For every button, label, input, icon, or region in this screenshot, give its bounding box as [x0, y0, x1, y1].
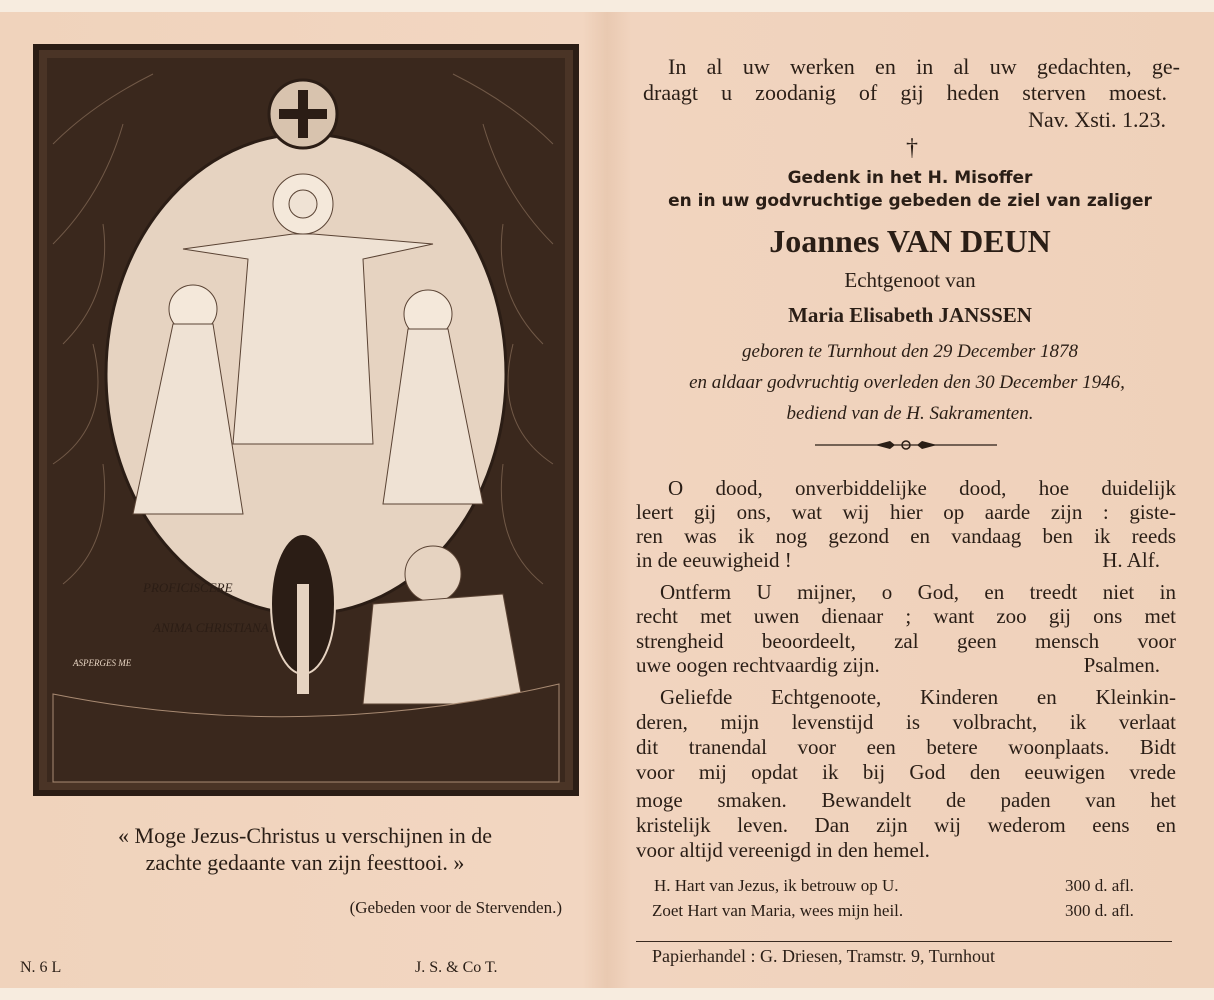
devotional-illustration: [33, 44, 579, 796]
paragraph-2-line-1: Ontferm U mijner, o God, en treedt niet in: [660, 580, 1176, 604]
paragraph-3-line-5: moge smaken. Bewandelt de paden van het: [636, 788, 1176, 812]
spouse-name: Maria Elisabeth JANSSEN: [788, 303, 1032, 327]
caption-line-2: zachte gedaante van zijn feesttooi. »: [145, 850, 465, 875]
paragraph-1-line-4: in de eeuwigheid !: [636, 548, 792, 572]
paragraph-2-line-2: recht met uwen dienaar ; want zoo gij ons met: [636, 604, 1176, 628]
indulgence-2-value: 300 d. afl.: [1065, 901, 1134, 920]
caption-line-1: « Moge Jezus-Christus u verschijnen in de: [118, 823, 492, 848]
scan-edge-top: [0, 0, 1214, 12]
remember-line-1: Gedenk in het H. Misoffer: [787, 168, 1033, 188]
indulgence-2-text: Zoet Hart van Maria, wees mijn heil.: [652, 901, 904, 920]
caption-source: (Gebeden voor de Stervenden.): [349, 898, 562, 917]
death-line: en aldaar godvruchtig overleden den 30 December 1946,: [689, 372, 1125, 393]
paragraph-3-line-4: voor mij opdat ik bij God den eeuwigen vrede: [636, 760, 1176, 784]
paragraph-1-line-3: ren was ik nog gezond en vandaag ben ik reeds: [636, 524, 1176, 548]
epigraph-line-2: draagt u zoodanig of gij heden sterven moest.: [643, 80, 1167, 105]
ornament-divider: [815, 438, 997, 452]
banner-inscription-1: PROFICISCERE: [143, 580, 233, 595]
epigraph-source: Nav. Xsti. 1.23.: [1028, 107, 1166, 132]
corner-inscription: ASPERGES ME: [73, 658, 132, 668]
cross-icon: †: [906, 135, 918, 161]
paragraph-3-line-7: voor altijd vereenigd in den hemel.: [636, 838, 930, 862]
paragraph-1-source: H. Alf.: [1102, 548, 1160, 572]
paragraph-3-line-3: dit tranendal voor een betere woonplaats. Bidt: [636, 735, 1176, 759]
paragraph-3-line-6: kristelijk leven. Dan zijn wij wederom eens en: [636, 813, 1176, 837]
remember-line-2: en in uw godvruchtige gebeden de ziel van zaliger: [668, 191, 1152, 211]
birth-line: geboren te Turnhout den 29 December 1878: [742, 341, 1078, 362]
printer-mark: J. S. & Co T.: [415, 959, 498, 976]
publisher-line: Papierhandel : G. Driesen, Tramstr. 9, Turnhout: [652, 946, 996, 966]
paragraph-2-line-3: strengheid beoordeelt, zal geen mensch voor: [636, 629, 1176, 653]
spouse-intro: Echtgenoot van: [844, 268, 976, 292]
scan-edge-bottom: [0, 988, 1214, 1000]
paragraph-2-source: Psalmen.: [1083, 653, 1160, 677]
paragraph-1-line-2: leert gij ons, wat wij hier op aarde zijn : giste-: [636, 500, 1176, 524]
paragraph-3-line-1: Geliefde Echtgenoote, Kinderen en Kleinkin-: [660, 685, 1176, 709]
paragraph-3-line-2: deren, mijn levenstijd is volbracht, ik verlaat: [636, 710, 1176, 734]
card-number: N. 6 L: [20, 959, 62, 976]
sacraments-line: bediend van de H. Sakramenten.: [786, 403, 1034, 424]
banner-inscription-2: ANIMA CHRISTIANA: [153, 620, 269, 635]
indulgence-1-value: 300 d. afl.: [1065, 876, 1134, 895]
epigraph-line-1: In al uw werken en in al uw gedachten, ge-: [668, 54, 1180, 79]
indulgence-1-text: H. Hart van Jezus, ik betrouw op U.: [654, 876, 899, 895]
deceased-name: Joannes VAN DEUN: [769, 223, 1051, 259]
paragraph-2-line-4: uwe oogen rechtvaardig zijn.: [636, 653, 880, 677]
footer-rule: [636, 941, 1172, 942]
paragraph-1-line-1: O dood, onverbiddelijke dood, hoe duidelijk: [668, 476, 1176, 500]
